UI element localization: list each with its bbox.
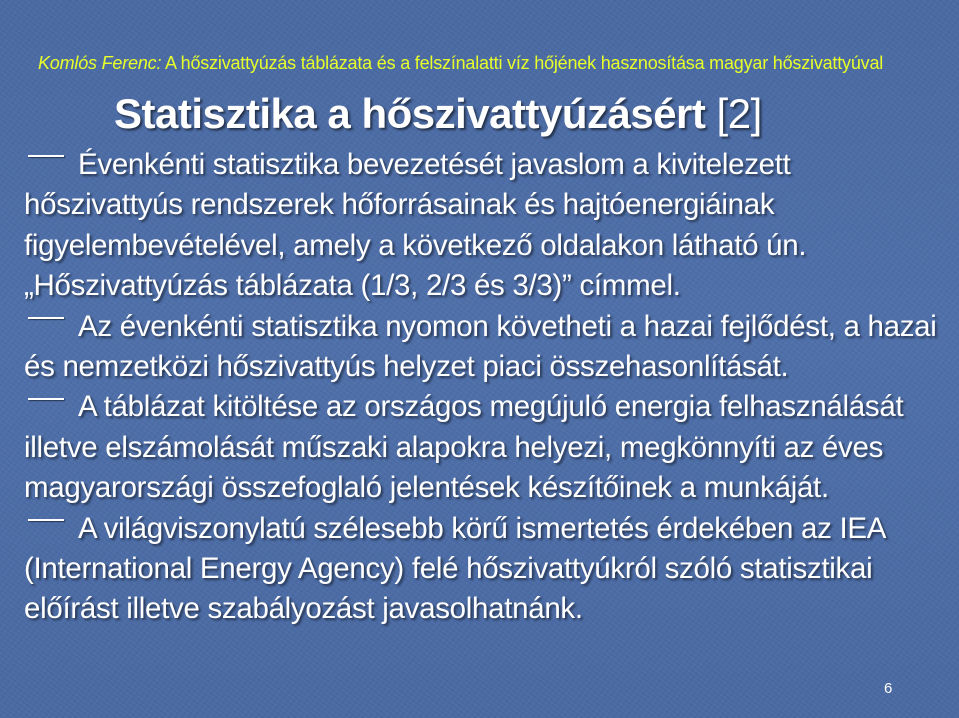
bullet-list — [24, 145, 944, 630]
page-number: 6 — [884, 680, 893, 697]
bullet-item — [24, 307, 944, 388]
slide-title — [114, 90, 762, 138]
dash-bullet-icon — [28, 398, 64, 400]
slide-header — [38, 53, 883, 74]
title-main: Statisztika a hőszivattyúzásért — [114, 90, 706, 137]
header-author: Komlós Ferenc: — [38, 53, 162, 73]
bullet-text: Évenkénti statisztika bevezetését javaslom a kivitelezett hőszivattyús rendszerek hőforrásainak és hajtóenergiáinak figyelembevételével, amely a következő oldalakon látható ún. „Hőszivattyúzás táblázata (1/3, 2/3 és 3/3)” címmel. — [24, 148, 807, 303]
bullet-item — [24, 145, 944, 307]
header-subtitle: A hőszivattyúzás táblázata és a felszínalatti víz hőjének hasznosítása magyar hőszivattyúval — [161, 53, 884, 73]
bullet-text: A világviszonylatú szélesebb körű ismertetés érdekében az IEA (International Energy Agency) felé hőszivattyúkról szóló statisztikai előírást illetve szabályozást javasolhatnánk. — [24, 511, 885, 626]
dash-bullet-icon — [28, 317, 64, 319]
bullet-text: A táblázat kitöltése az országos megújuló energia felhasználását illetve elszámolását műszaki alapokra helyezi, megkönnyíti az éves magyarországi összefoglaló jelentések készítőinek a munkáját. — [24, 390, 904, 505]
title-suffix: [2] — [705, 90, 762, 137]
dash-bullet-icon — [28, 519, 64, 521]
dash-bullet-icon — [28, 155, 64, 157]
bullet-text: Az évenkénti statisztika nyomon követheti a hazai fejlődést, a hazai és nemzetközi hőszivattyús helyzet piaci összehasonlítását. — [24, 309, 937, 384]
bullet-item — [24, 387, 944, 508]
bullet-item — [24, 509, 944, 630]
